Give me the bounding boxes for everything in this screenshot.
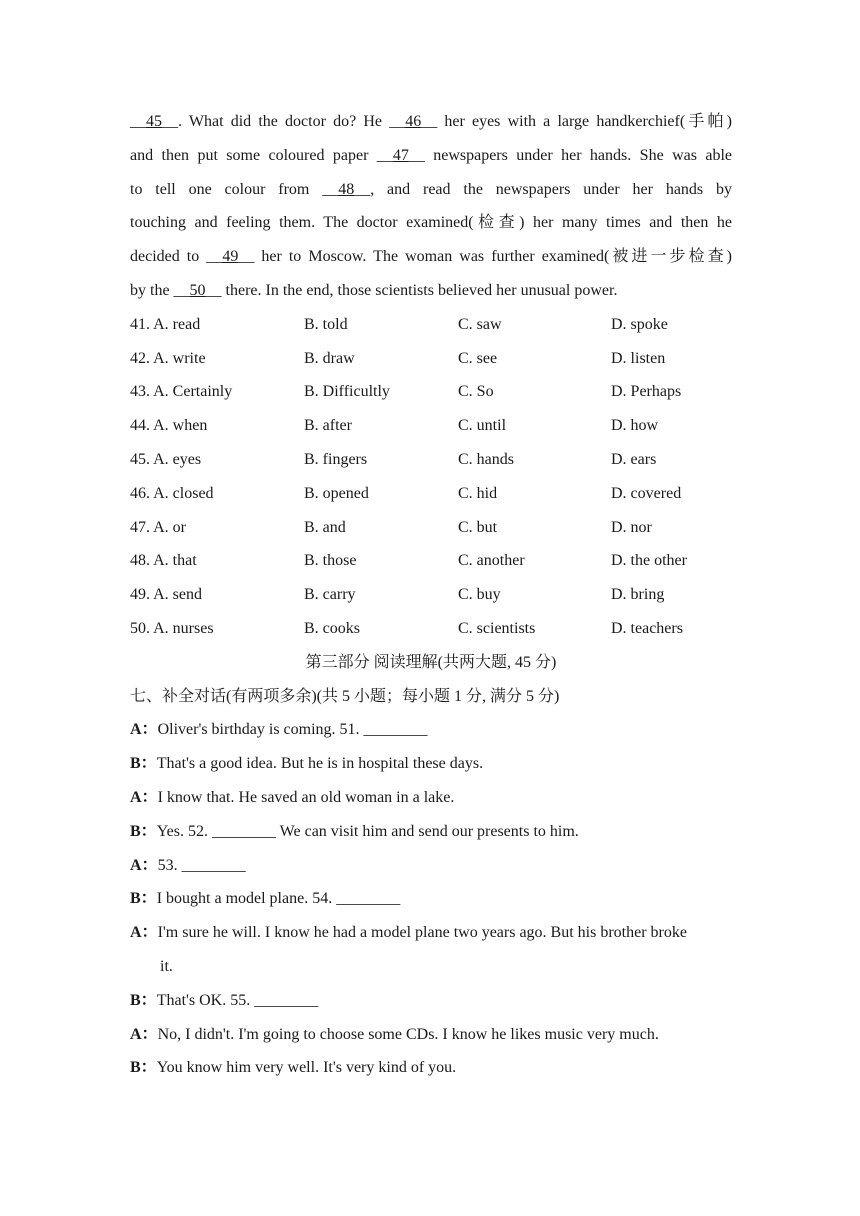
dialogue-line bbox=[130, 1051, 732, 1085]
dialogue-line bbox=[130, 916, 732, 984]
dialogue-text: Oliver's birthday is coming. 51. ________ bbox=[157, 721, 428, 739]
dialogue-line bbox=[130, 781, 732, 815]
option-choice: 43. A. Certainly bbox=[130, 383, 233, 401]
option-choice: C. hands bbox=[458, 450, 514, 468]
option-row bbox=[130, 409, 732, 443]
passage-text: __ her to Moscow. The woman was further examined(被进一步检查) bbox=[238, 248, 732, 266]
passage-line bbox=[130, 206, 732, 240]
option-row bbox=[130, 443, 732, 477]
option-choice: 42. A. write bbox=[130, 349, 206, 367]
speaker-label: A： bbox=[130, 788, 158, 806]
option-row bbox=[130, 477, 732, 511]
dialogue-text: You know him very well. It's very kind of you. bbox=[156, 1059, 457, 1077]
dialogue-line bbox=[130, 882, 732, 916]
option-choice: C. hid bbox=[458, 484, 498, 502]
option-choice: 46. A. closed bbox=[130, 484, 214, 502]
option-choice: B. those bbox=[304, 552, 357, 570]
cloze-passage bbox=[130, 105, 732, 308]
option-row bbox=[130, 375, 732, 409]
speaker-label: B： bbox=[130, 890, 157, 908]
cloze-options bbox=[130, 308, 732, 646]
option-row bbox=[130, 511, 732, 545]
option-choice: B. draw bbox=[304, 349, 355, 367]
option-choice: B. after bbox=[304, 417, 352, 435]
option-choice: D. spoke bbox=[611, 315, 668, 333]
option-choice: D. Perhaps bbox=[611, 383, 682, 401]
dialogue-text: That's a good idea. But he is in hospital these days. bbox=[156, 755, 484, 773]
option-choice: D. covered bbox=[611, 484, 682, 502]
speaker-label: B： bbox=[130, 991, 157, 1009]
option-choice: B. fingers bbox=[304, 450, 368, 468]
option-choice: B. Difficultly bbox=[304, 383, 390, 401]
option-choice: 44. A. when bbox=[130, 417, 208, 435]
option-choice: D. nor bbox=[611, 518, 652, 536]
blank-number: 48 bbox=[338, 180, 355, 198]
passage-line bbox=[130, 240, 732, 274]
option-choice: C. scientists bbox=[458, 619, 536, 637]
passage-text: __ newspapers under her hands. She was able bbox=[408, 146, 733, 164]
passage-text: __ her eyes with a large handkerchief(手帕) bbox=[421, 113, 732, 130]
option-choice: C. So bbox=[458, 383, 494, 401]
option-row bbox=[130, 612, 732, 646]
dialogue-text: 53. ________ bbox=[157, 856, 246, 874]
exam-page bbox=[130, 105, 732, 1085]
passage-line bbox=[130, 274, 732, 308]
option-choice: D. ears bbox=[611, 450, 657, 468]
dialogue-line bbox=[130, 713, 732, 747]
passage-text: __. What did the doctor do? He __ bbox=[162, 113, 406, 130]
passage-text: and then put some coloured paper __ bbox=[130, 146, 393, 164]
option-choice: C. until bbox=[458, 417, 507, 435]
option-row bbox=[130, 578, 732, 612]
option-choice: B. told bbox=[304, 315, 348, 333]
passage-text: to tell one colour from __ bbox=[130, 180, 339, 198]
dialogue-text: I bought a model plane. 54. ________ bbox=[156, 890, 401, 908]
option-choice: D. bring bbox=[611, 586, 665, 604]
passage-text: touching and feeling them. The doctor examined(检查) her many times and then he bbox=[130, 214, 732, 232]
speaker-label: A： bbox=[130, 1025, 158, 1043]
section-title: 第三部分 阅读理解(共两大题, 45 分) bbox=[305, 653, 557, 671]
blank-number: 46 bbox=[405, 113, 422, 130]
blank-number: 45 bbox=[146, 113, 162, 130]
option-choice: C. saw bbox=[458, 315, 502, 333]
option-choice: B. cooks bbox=[304, 619, 360, 637]
passage-text: __ there. In the end, those scientists believed her unusual power. bbox=[205, 281, 618, 299]
passage-text: decided to __ bbox=[130, 248, 223, 266]
option-choice: 48. A. that bbox=[130, 552, 197, 570]
dialogue-line bbox=[130, 849, 732, 883]
dialogue-line bbox=[130, 984, 732, 1018]
speaker-label: A： bbox=[130, 856, 158, 874]
option-choice: D. how bbox=[611, 417, 659, 435]
blank-number: 50 bbox=[189, 281, 206, 299]
dialogue-text: Yes. 52. ________ We can visit him and send our presents to him. bbox=[156, 822, 579, 840]
dialogue-text-continued: it. bbox=[160, 957, 173, 975]
task-title: 七、补全对话(有两项多余)(共 5 小题；每小题 1 分, 满分 5 分) bbox=[130, 687, 560, 705]
option-choice: D. the other bbox=[611, 552, 687, 570]
speaker-label: A： bbox=[130, 721, 158, 739]
dialogue bbox=[130, 713, 732, 1085]
option-choice: D. listen bbox=[611, 349, 666, 367]
passage-text: by the __ bbox=[130, 281, 190, 299]
option-choice: C. another bbox=[458, 552, 525, 570]
option-choice: D. teachers bbox=[611, 619, 683, 637]
blank-number: 47 bbox=[392, 146, 409, 164]
option-choice: 49. A. send bbox=[130, 586, 202, 604]
option-choice: 45. A. eyes bbox=[130, 450, 202, 468]
speaker-label: B： bbox=[130, 822, 157, 840]
passage-line bbox=[130, 105, 732, 139]
dialogue-line bbox=[130, 747, 732, 781]
option-choice: C. see bbox=[458, 349, 498, 367]
passage-line bbox=[130, 173, 732, 207]
passage-line bbox=[130, 139, 732, 173]
passage-text: __, and read the newspapers under her hands by bbox=[354, 180, 732, 198]
option-row bbox=[130, 308, 732, 342]
option-row bbox=[130, 342, 732, 376]
speaker-label: B： bbox=[130, 755, 157, 773]
option-choice: C. but bbox=[458, 518, 498, 536]
dialogue-text: That's OK. 55. ________ bbox=[156, 991, 319, 1009]
dialogue-text: I'm sure he will. I know he had a model plane two years ago. But his brother broke bbox=[157, 924, 687, 942]
option-choice: 41. A. read bbox=[130, 315, 201, 333]
option-row bbox=[130, 544, 732, 578]
dialogue-text: I know that. He saved an old woman in a lake. bbox=[157, 788, 455, 806]
option-choice: B. and bbox=[304, 518, 346, 536]
option-choice: C. buy bbox=[458, 586, 501, 604]
option-choice: 47. A. or bbox=[130, 518, 186, 536]
speaker-label: B： bbox=[130, 1059, 157, 1077]
dialogue-text: No, I didn't. I'm going to choose some CDs. I know he likes music very much. bbox=[157, 1025, 659, 1043]
dialogue-line bbox=[130, 815, 732, 849]
passage-text: __ bbox=[130, 113, 146, 130]
option-choice: 50. A. nurses bbox=[130, 619, 214, 637]
blank-number: 49 bbox=[222, 248, 239, 266]
speaker-label: A： bbox=[130, 924, 158, 942]
dialogue-line bbox=[130, 1018, 732, 1052]
option-choice: B. carry bbox=[304, 586, 356, 604]
option-choice: B. opened bbox=[304, 484, 369, 502]
